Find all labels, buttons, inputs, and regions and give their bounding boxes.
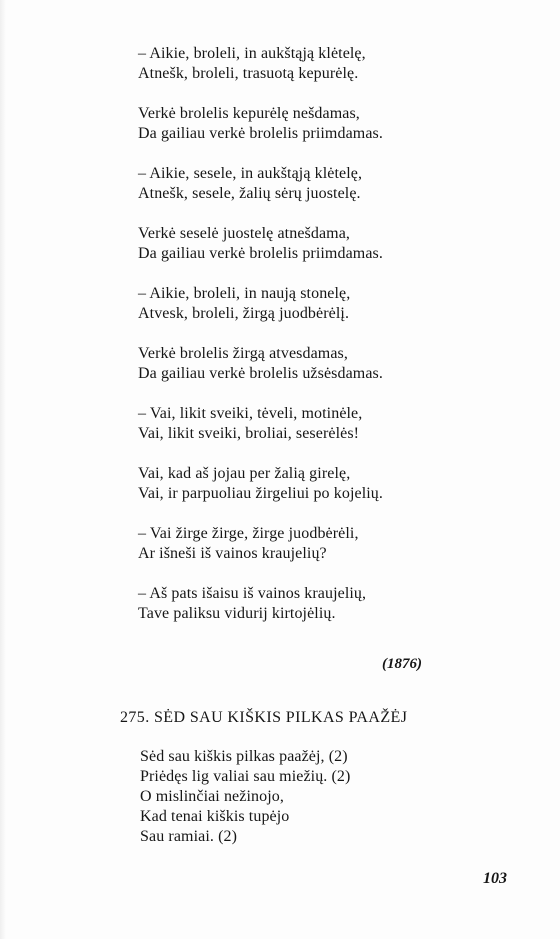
verse-line: Vai, likit sveiki, broliai, seserėlės! xyxy=(138,425,360,442)
verse-line: Sėd sau kiškis pilkas paažėj, (2) xyxy=(140,748,348,765)
verse-line: – Vai, likit sveiki, tėveli, motinėle, xyxy=(138,405,363,422)
verse-line: Priėdęs lig valiai sau miežių. (2) xyxy=(140,768,351,785)
stanza xyxy=(138,404,448,444)
verse-line: – Aš pats išaisu iš vainos kraujelių, xyxy=(138,585,367,602)
page-number: 103 xyxy=(483,870,507,887)
verse-line: Verkė seselė juostelę atnešdama, xyxy=(138,225,351,242)
song-year: (1876) xyxy=(382,656,422,672)
verse-line: Da gailiau verkė brolelis užsėsdamas. xyxy=(138,365,383,382)
verse-line: Atnešk, sesele, žalių sėrų juostelę. xyxy=(138,185,361,202)
stanza xyxy=(138,584,448,624)
stanza xyxy=(138,464,448,504)
verse-line: Vai, kad aš jojau per žalią girelę, xyxy=(138,465,351,482)
verse-line: Verkė brolelis žirgą atvesdamas, xyxy=(138,345,348,362)
verse-line: Vai, ir parpuoliau žirgeliui po kojelių. xyxy=(138,485,383,502)
stanza xyxy=(138,44,448,84)
stanza xyxy=(138,164,448,204)
verse-line: – Vai žirge žirge, žirge juodbėrėli, xyxy=(138,525,359,542)
verse-line: Da gailiau verkė brolelis priimdamas. xyxy=(138,245,383,262)
scan-edge-shadow xyxy=(0,0,6,939)
verse-line: O mislinčiai nežinojo, xyxy=(140,788,284,805)
verse-line: Kad tenai kiškis tupėjo xyxy=(140,808,290,825)
verse-line: Ar išneši iš vainos kraujelių? xyxy=(138,545,327,562)
stanza xyxy=(138,284,448,324)
stanza xyxy=(138,104,448,144)
verse-line: Atvesk, broleli, žirgą juodbėrėlį. xyxy=(138,305,350,322)
previous-song-stanzas xyxy=(138,44,448,644)
stanza xyxy=(138,524,448,564)
verse-line: – Aikie, broleli, in aukštąją klėtelę, xyxy=(138,45,366,62)
verse-line: Atnešk, broleli, trasuotą kepurėlę. xyxy=(138,65,359,82)
song-275-lyrics xyxy=(140,747,440,847)
verse-line: – Aikie, sesele, in aukštąją klėtelę, xyxy=(138,165,363,182)
verse-line: Da gailiau verkė brolelis priimdamas. xyxy=(138,125,383,142)
verse-line: Verkė brolelis kepurėlę nešdamas, xyxy=(138,105,360,122)
verse-line: Sau ramiai. (2) xyxy=(140,828,238,845)
song-title: 275. SĖD SAU KIŠKIS PILKAS PAAŽĖJ xyxy=(120,709,408,726)
stanza xyxy=(138,344,448,384)
verse-line: Tave paliksu vidurij kirtojėlių. xyxy=(138,605,336,622)
stanza xyxy=(138,224,448,264)
verse-line: – Aikie, broleli, in naują stonelę, xyxy=(138,285,351,302)
